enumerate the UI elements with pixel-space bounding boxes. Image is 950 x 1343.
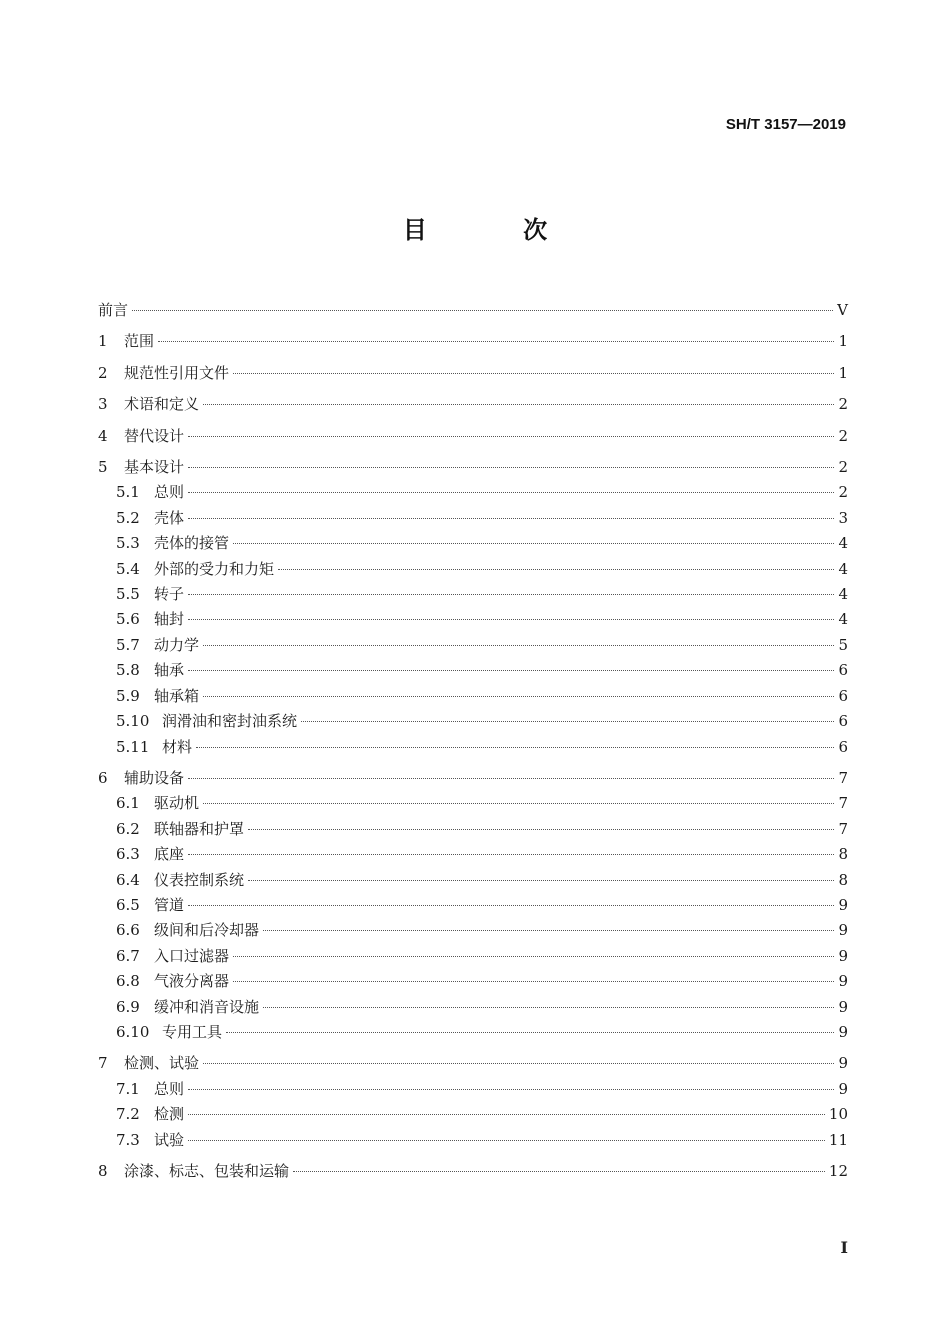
toc-entry-label: 轴承箱 [154, 686, 200, 705]
toc-entry-page: 4 [838, 610, 848, 629]
toc-entry-label: 轴承 [154, 661, 185, 680]
dot-leader [188, 518, 834, 519]
toc-entry-page: 2 [838, 395, 848, 414]
toc-entry-number: 6.6 [116, 921, 140, 940]
toc-entry-5-2[interactable] [98, 506, 848, 531]
dot-leader [226, 1032, 834, 1033]
toc-entry-number: 8 [98, 1162, 108, 1180]
toc-entry-page: 9 [838, 895, 848, 914]
toc-entry-label: 专用工具 [162, 1022, 223, 1041]
toc-entry-label: 检测 [154, 1105, 185, 1124]
toc-entry-number: 6.4 [116, 870, 140, 889]
dot-leader [203, 1063, 834, 1064]
toc-entry-page: 11 [828, 1130, 848, 1149]
toc-entry-number: 7.2 [116, 1105, 140, 1124]
toc-entry-number: 5 [98, 458, 108, 477]
toc-entry-label: 总则 [154, 1079, 185, 1098]
toc-entry-label: 驱动机 [154, 794, 200, 813]
toc-entry-label: 检测、试验 [124, 1054, 200, 1073]
page-title: 目 次 [402, 216, 592, 244]
toc-entry-page: 2 [838, 458, 848, 477]
toc-entry-number: 5.8 [116, 661, 140, 680]
toc-entry-number: 5.1 [116, 483, 140, 502]
toc-entry-6-9[interactable] [98, 995, 848, 1020]
dot-leader [203, 696, 834, 697]
toc-entry-number: 5.3 [116, 534, 140, 553]
toc-entry-page: 6 [838, 686, 848, 705]
toc-entry-label: 转子 [154, 585, 185, 604]
toc-entry-5-8[interactable] [98, 658, 848, 683]
toc-entry-number: 2 [98, 363, 108, 382]
toc-entry-label: 范围 [124, 332, 155, 351]
toc-entry-number: 5.2 [116, 508, 140, 527]
toc-entry-label: 规范性引用文件 [124, 363, 230, 382]
toc-entry-page: 4 [838, 534, 848, 553]
toc-entry-label: 涂漆、标志、包装和运输 [124, 1162, 290, 1180]
toc-entry-7[interactable] [98, 1051, 848, 1076]
toc-entry-page: 5 [838, 635, 848, 654]
toc-entry-number: 5.11 [116, 737, 150, 756]
toc-entry-label: 材料 [162, 737, 193, 756]
dot-leader [203, 404, 834, 405]
toc-entry-number: 3 [98, 395, 108, 414]
toc-entry-label: 缓冲和消音设施 [154, 997, 260, 1016]
toc-entry-label: 总则 [154, 483, 185, 502]
toc-entry-7-3[interactable] [98, 1128, 848, 1153]
toc-entry-6[interactable] [98, 766, 848, 791]
dot-leader [233, 956, 834, 957]
toc-entry-label: 气液分离器 [154, 972, 230, 991]
toc-entry-7-1[interactable] [98, 1077, 848, 1102]
toc-entry-number: 7.3 [116, 1130, 140, 1149]
dot-leader [188, 594, 834, 595]
toc-entry-page: 10 [828, 1105, 848, 1124]
dot-leader [188, 492, 834, 493]
dot-leader [188, 467, 834, 468]
toc-entry-label: 试验 [154, 1130, 185, 1149]
toc-entry-8[interactable] [98, 1159, 848, 1184]
dot-leader [188, 436, 834, 437]
toc-entry-page: 6 [838, 737, 848, 756]
dot-leader [188, 619, 834, 620]
toc-entry-5-4[interactable] [98, 557, 848, 582]
dot-leader [188, 905, 834, 906]
toc-entry-3[interactable] [98, 392, 848, 417]
toc-entry-page: 9 [838, 997, 848, 1016]
toc-entry-page: V [837, 301, 848, 319]
toc-entry-number: 1 [98, 332, 108, 351]
toc-entry-page: 1 [838, 363, 848, 382]
dot-leader [301, 721, 834, 722]
toc-entry-number: 5.10 [116, 712, 150, 731]
toc-entry-page: 3 [838, 508, 848, 527]
dot-leader [203, 645, 834, 646]
toc-entry-label: 入口过滤器 [154, 946, 230, 965]
toc-entry-page: 6 [838, 661, 848, 680]
toc-entry-1[interactable] [98, 329, 848, 354]
dot-leader [132, 310, 833, 311]
toc-entry-label: 辅助设备 [124, 768, 185, 787]
toc-entry-label: 仪表控制系统 [154, 870, 245, 889]
dot-leader [278, 569, 834, 570]
toc-entry-number: 5.6 [116, 610, 140, 629]
toc-entry-page: 2 [838, 426, 848, 445]
toc-entry-label: 外部的受力和力矩 [154, 559, 275, 578]
toc-entry-5-3[interactable] [98, 531, 848, 556]
toc-entry-label: 动力学 [154, 635, 200, 654]
toc-entry-5-1[interactable] [98, 480, 848, 505]
toc-entry-4[interactable] [98, 424, 848, 449]
toc-entry-label: 管道 [154, 895, 185, 914]
toc-entry-page: 9 [838, 921, 848, 940]
toc-entry-number: 6.8 [116, 972, 140, 991]
toc-entry-number: 6.1 [116, 794, 140, 813]
toc-entry-label: 术语和定义 [124, 395, 200, 414]
toc-entry-5-6[interactable] [98, 607, 848, 632]
dot-leader [233, 543, 834, 544]
dot-leader [188, 1140, 825, 1141]
toc-entry-number: 6.5 [116, 895, 140, 914]
toc-entry-number: 5.9 [116, 686, 140, 705]
toc-entry-number: 4 [98, 426, 108, 445]
dot-leader [188, 778, 834, 779]
toc-entry-number: 6.7 [116, 946, 140, 965]
toc-entry-foreword[interactable] [98, 298, 848, 323]
toc-entry-7-2[interactable] [98, 1102, 848, 1127]
toc-entry-6-5[interactable] [98, 893, 848, 918]
toc-entry-5-7[interactable] [98, 633, 848, 658]
toc-entry-number: 6 [98, 768, 108, 787]
toc-entry-page: 9 [838, 946, 848, 965]
toc-entry-page: 1 [838, 332, 848, 351]
toc-entry-page: 7 [838, 794, 848, 813]
toc-entry-label: 底座 [154, 845, 185, 864]
toc-entry-number: 7.1 [116, 1079, 140, 1098]
toc-entry-6-6[interactable] [98, 918, 848, 943]
dot-leader [188, 854, 834, 855]
toc-entry-5-10[interactable] [98, 709, 848, 734]
toc-entry-6-8[interactable] [98, 969, 848, 994]
toc-entry-label: 壳体 [154, 508, 185, 527]
toc-entry-page: 7 [838, 768, 848, 787]
toc-entry-5-5[interactable] [98, 582, 848, 607]
toc-entry-number: 7 [98, 1054, 108, 1073]
dot-leader [263, 1007, 834, 1008]
toc-entry-number: 6.2 [116, 819, 140, 838]
dot-leader [233, 373, 834, 374]
toc-entry-label: 壳体的接管 [154, 534, 230, 553]
toc-entry-label: 联轴器和护罩 [154, 819, 245, 838]
toc-entry-6-4[interactable] [98, 868, 848, 893]
dot-leader [188, 670, 834, 671]
dot-leader [248, 829, 834, 830]
toc-entry-page: 9 [838, 972, 848, 991]
dot-leader [293, 1171, 825, 1172]
toc-entry-number: 5.5 [116, 585, 140, 604]
toc-entry-page: 6 [838, 712, 848, 731]
toc-entry-page: 9 [838, 1079, 848, 1098]
toc-entry-6-3[interactable] [98, 842, 848, 867]
toc-entry-page: 2 [838, 483, 848, 502]
toc-entry-number: 6.3 [116, 845, 140, 864]
toc-entry-6-1[interactable] [98, 791, 848, 816]
toc-entry-number: 5.4 [116, 559, 140, 578]
toc-entry-page: 9 [838, 1054, 848, 1073]
toc-entry-5[interactable] [98, 455, 848, 480]
dot-leader [248, 880, 834, 881]
dot-leader [263, 930, 834, 931]
dot-leader [188, 1089, 834, 1090]
toc-entry-page: 4 [838, 585, 848, 604]
toc-entry-6-10[interactable] [98, 1020, 848, 1045]
dot-leader [158, 341, 834, 342]
toc-entry-5-11[interactable] [98, 735, 848, 760]
page-number: I [840, 1238, 848, 1257]
toc-entry-label: 轴封 [154, 610, 185, 629]
dot-leader [196, 747, 834, 748]
toc-entry-page: 8 [838, 845, 848, 864]
toc-entry-6-2[interactable] [98, 817, 848, 842]
toc-entry-label: 润滑油和密封油系统 [162, 712, 298, 731]
table-of-contents [98, 298, 848, 1184]
toc-entry-page: 8 [838, 870, 848, 889]
toc-entry-number: 6.9 [116, 997, 140, 1016]
document-code: SH/T 3157—2019 [725, 116, 846, 133]
toc-entry-5-9[interactable] [98, 684, 848, 709]
toc-entry-page: 4 [838, 559, 848, 578]
toc-entry-page: 12 [828, 1162, 848, 1180]
dot-leader [233, 981, 834, 982]
toc-entry-page: 7 [838, 819, 848, 838]
toc-entry-label: 级间和后冷却器 [154, 921, 260, 940]
toc-entry-6-7[interactable] [98, 944, 848, 969]
toc-entry-label: 基本设计 [124, 458, 185, 477]
toc-entry-page: 9 [838, 1022, 848, 1041]
dot-leader [203, 803, 834, 804]
dot-leader [188, 1114, 825, 1115]
toc-entry-number: 5.7 [116, 635, 140, 654]
toc-entry-2[interactable] [98, 361, 848, 386]
toc-entry-label: 替代设计 [124, 426, 185, 445]
toc-entry-number: 6.10 [116, 1022, 150, 1041]
toc-entry-label: 前言 [98, 301, 129, 319]
